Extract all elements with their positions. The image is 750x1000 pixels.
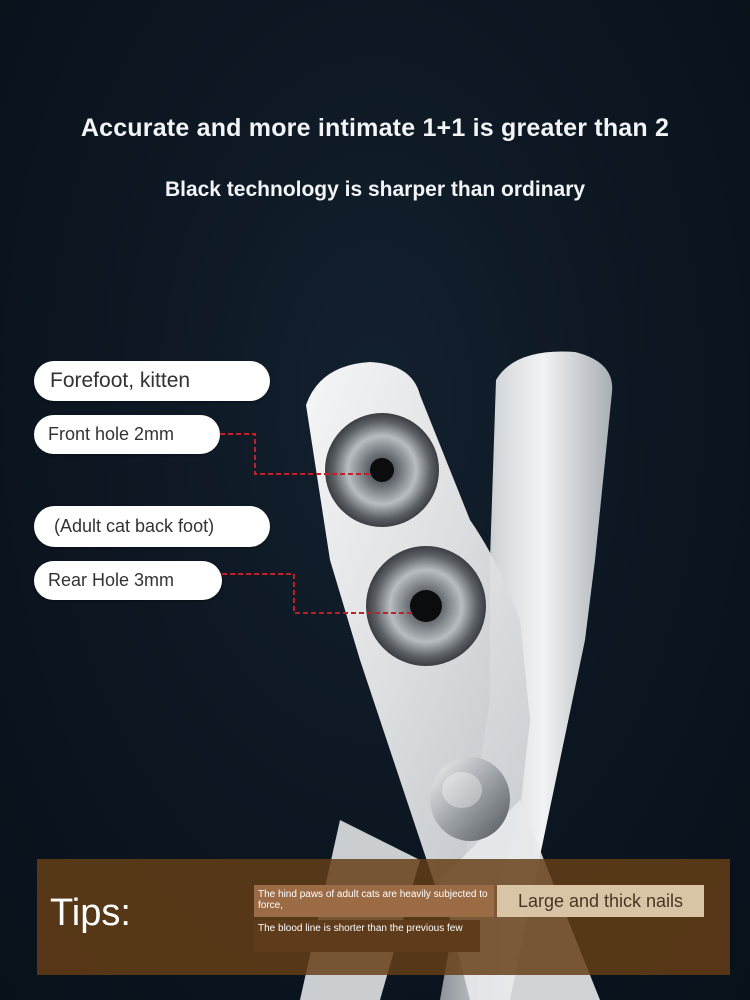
large-thick-nails-badge: Large and thick nails [497, 885, 704, 917]
tip-note-blood-line: The blood line is shorter than the previous few [254, 920, 480, 952]
rear-hole-label: Rear Hole 3mm [34, 561, 222, 600]
tips-panel [37, 859, 730, 975]
page-subtitle: Black technology is sharper than ordinary [164, 178, 586, 201]
page-title: Accurate and more intimate 1+1 is greater than 2 [80, 114, 670, 142]
tips-label: Tips: [50, 892, 131, 934]
rear-hole-3mm [410, 590, 442, 622]
forefoot-kitten-label: Forefoot, kitten [34, 361, 270, 401]
adult-back-foot-label: (Adult cat back foot) [34, 506, 270, 547]
tip-note-hind-paws: The hind paws of adult cats are heavily subjected to force, [254, 885, 494, 917]
front-hole-2mm [370, 458, 394, 482]
front-hole-label: Front hole 2mm [34, 415, 220, 454]
